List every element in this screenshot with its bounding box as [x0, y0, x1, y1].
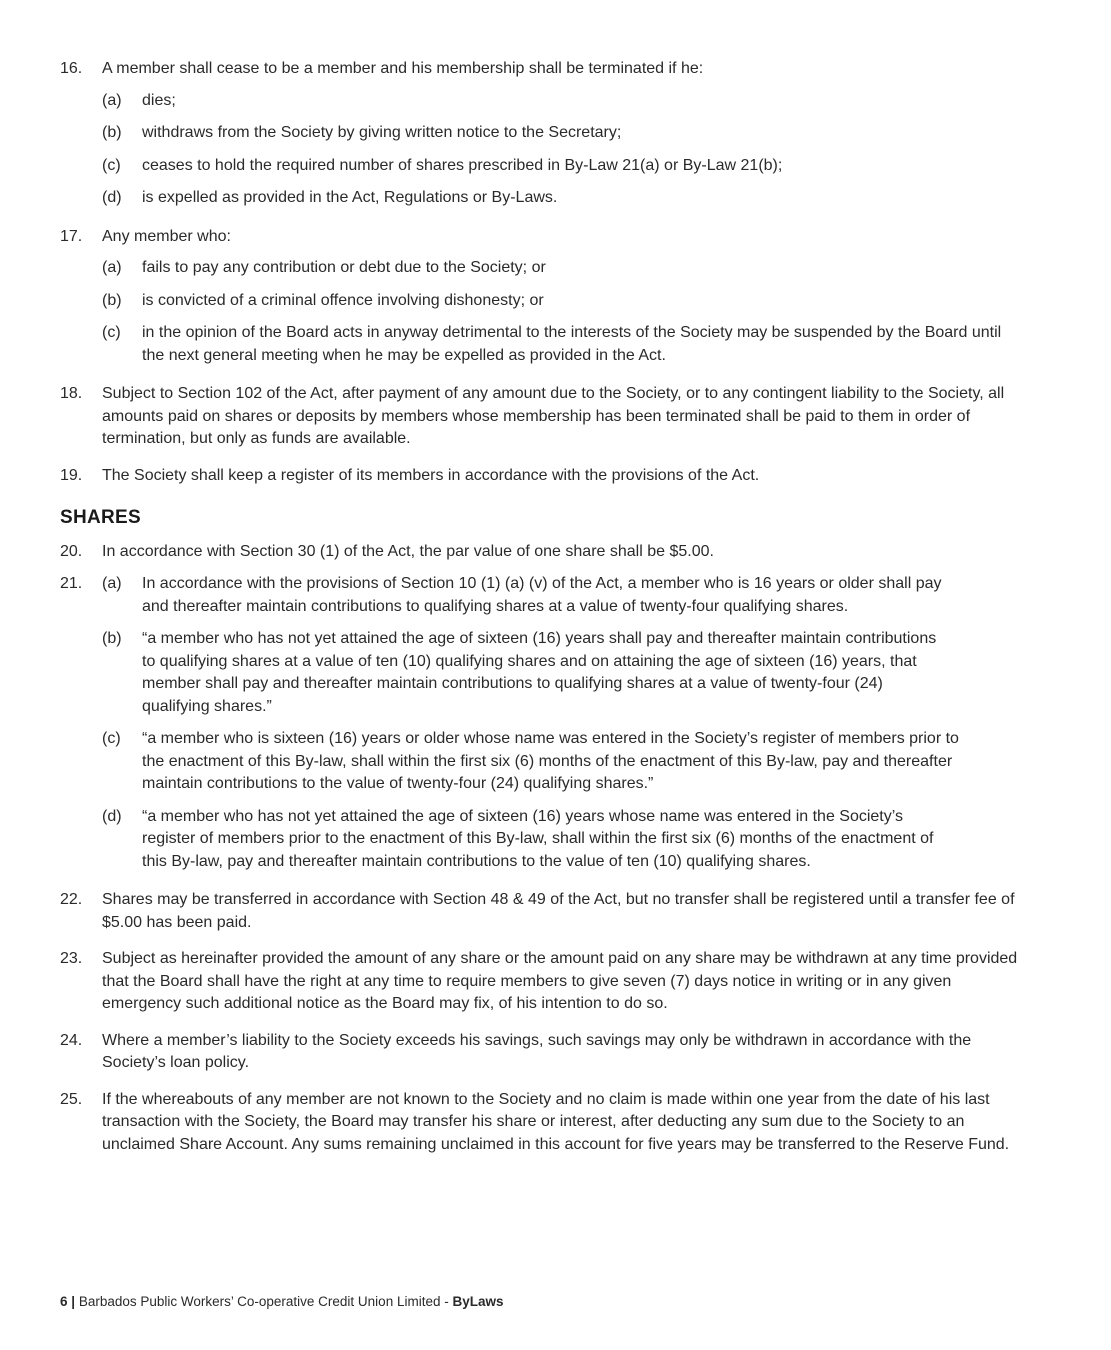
item-text: dies; [142, 91, 176, 109]
document-page [60, 58, 1020, 1170]
item-letter: (c) [102, 730, 121, 747]
bylaw-text: In accordance with Section 30 (1) of the Act, the par value of one share shall be $5.00. [102, 542, 714, 560]
list-item [60, 122, 1020, 145]
item-letter: (c) [102, 324, 121, 341]
bylaw-number: 22. [60, 891, 83, 908]
item-text: “a member who has not yet attained the age of sixteen (16) years whose name was entered in the Society’s register of members prior to the enactment of this By-law, shall within the first six (6) months of the enactment of this By-law, pay and thereafter maintain contributions to the value of ten (10) qualifying shares. [142, 807, 934, 870]
bylaw-number: 19. [60, 466, 83, 484]
page-footer [60, 1291, 504, 1314]
item-text: in the opinion of the Board acts in anyway detrimental to the interests of the Society may be suspended by the Board until the next general meeting when he may be expelled as provided in the Act. [142, 324, 1002, 364]
bylaw-number: 24. [60, 1031, 83, 1049]
bylaw-number: 16. [60, 60, 83, 77]
item-letter: (b) [102, 291, 122, 309]
bylaw-number: 17. [60, 227, 83, 245]
item-text: In accordance with the provisions of Section 10 (1) (a) (v) of the Act, a member who is 16 years or older shall pay and thereafter maintain contributions to qualifying shares at a value of twenty-four qualifying shares. [142, 575, 942, 615]
bylaw-17 [60, 226, 1020, 249]
item-text: fails to pay any contribution or debt due to the Society; or [142, 259, 546, 276]
bylaw-24 [60, 1030, 1020, 1075]
bylaw-25 [60, 1089, 1020, 1157]
bylaw-number: 25. [60, 1090, 83, 1108]
item-text: is convicted of a criminal offence involving dishonesty; or [142, 291, 544, 309]
item-letter: (b) [102, 630, 122, 647]
list-item [60, 257, 1020, 280]
bylaw-16 [60, 58, 1020, 81]
item-text: is expelled as provided in the Act, Regulations or By-Laws. [142, 189, 558, 206]
bylaw-number: 20. [60, 542, 83, 560]
bylaw-text: Where a member’s liability to the Society exceeds his savings, such savings may only be withdrawn in accordance with the Society’s loan policy. [102, 1031, 972, 1071]
list-item [60, 728, 972, 796]
bylaw-16-items [60, 90, 1020, 210]
bylaw-text: A member shall cease to be a member and his membership shall be terminated if he: [102, 60, 704, 77]
list-item [60, 322, 1020, 367]
item-letter: (a) [102, 259, 122, 276]
bylaw-20 [60, 541, 1020, 564]
bylaw-text: Any member who: [102, 227, 231, 245]
bylaw-22 [60, 889, 1020, 934]
bylaw-text: The Society shall keep a register of its members in accordance with the provisions of the Act. [102, 466, 760, 484]
footer-doc-title: ByLaws [452, 1294, 504, 1309]
bylaw-19 [60, 465, 1020, 488]
bylaw-17-items [60, 257, 1020, 367]
list-item [60, 90, 1020, 113]
page-number: 6 | [60, 1294, 76, 1309]
item-letter: (a) [102, 575, 122, 592]
item-letter: (a) [102, 91, 122, 109]
bylaw-number: 18. [60, 385, 83, 402]
item-letter: (d) [102, 189, 122, 206]
item-letter: (b) [102, 124, 122, 141]
bylaw-text: Shares may be transferred in accordance with Section 48 & 49 of the Act, but no transfer shall be registered until a transfer fee of $5.00 has been paid. [102, 891, 1015, 931]
bylaw-number: 23. [60, 950, 83, 967]
bylaw-number: 21. [60, 575, 83, 592]
list-item [60, 573, 942, 618]
section-heading-shares: SHARES [60, 507, 141, 528]
list-item [60, 290, 1020, 313]
bylaw-text: If the whereabouts of any member are not known to the Society and no claim is made within one year from the date of his last transaction with the Society, the Board may transfer his share or interest, after deducting any sum due to the Society to an unclaimed Share Account. Any sums remaining unclaimed in this account for five years may be transferred to the Reserve Fund. [102, 1090, 1010, 1153]
item-letter: (c) [102, 156, 121, 174]
list-item [60, 187, 1020, 210]
bylaw-21 [60, 573, 1020, 873]
bylaw-text: Subject to Section 102 of the Act, after payment of any amount due to the Society, or to any contingent liability to the Society, all amounts paid on shares or deposits by members whose membership has been terminated shall be paid to them in order of termination, but only as funds are available. [102, 385, 1005, 447]
bylaw-text: Subject as hereinafter provided the amount of any share or the amount paid on any share may be withdrawn at any time provided that the Board shall have the right at any time to require members to give seven (7) days notice in writing or in any given emergency such additional notice as the Board may fix, of his intention to do so. [102, 950, 1018, 1012]
item-text: “a member who has not yet attained the age of sixteen (16) years shall pay and thereafter maintain contributions to qualifying shares at a value of ten (10) qualifying shares and on attaining the age of sixteen (16) years, that member shall pay and thereafter maintain contributions to qualifying shares at a value of twenty-four (24) qualifying shares.” [142, 630, 937, 715]
list-item [60, 628, 942, 718]
item-text: withdraws from the Society by giving written notice to the Secretary; [142, 124, 622, 141]
item-text: “a member who is sixteen (16) years or older whose name was entered in the Society’s register of members prior to the enactment of this By-law, shall within the first six (6) months of the enactment of this By-law, pay and thereafter maintain contributions to the value of twenty-four (24) qualifying shares.” [142, 730, 959, 792]
item-letter: (d) [102, 807, 122, 825]
list-item [60, 806, 942, 874]
footer-org: Barbados Public Workers’ Co-operative Credit Union Limited - [78, 1294, 449, 1309]
bylaw-23 [60, 948, 1020, 1016]
list-item [60, 155, 1020, 178]
bylaw-18 [60, 383, 1020, 451]
item-text: ceases to hold the required number of shares prescribed in By-Law 21(a) or By-Law 21(b); [142, 156, 783, 174]
